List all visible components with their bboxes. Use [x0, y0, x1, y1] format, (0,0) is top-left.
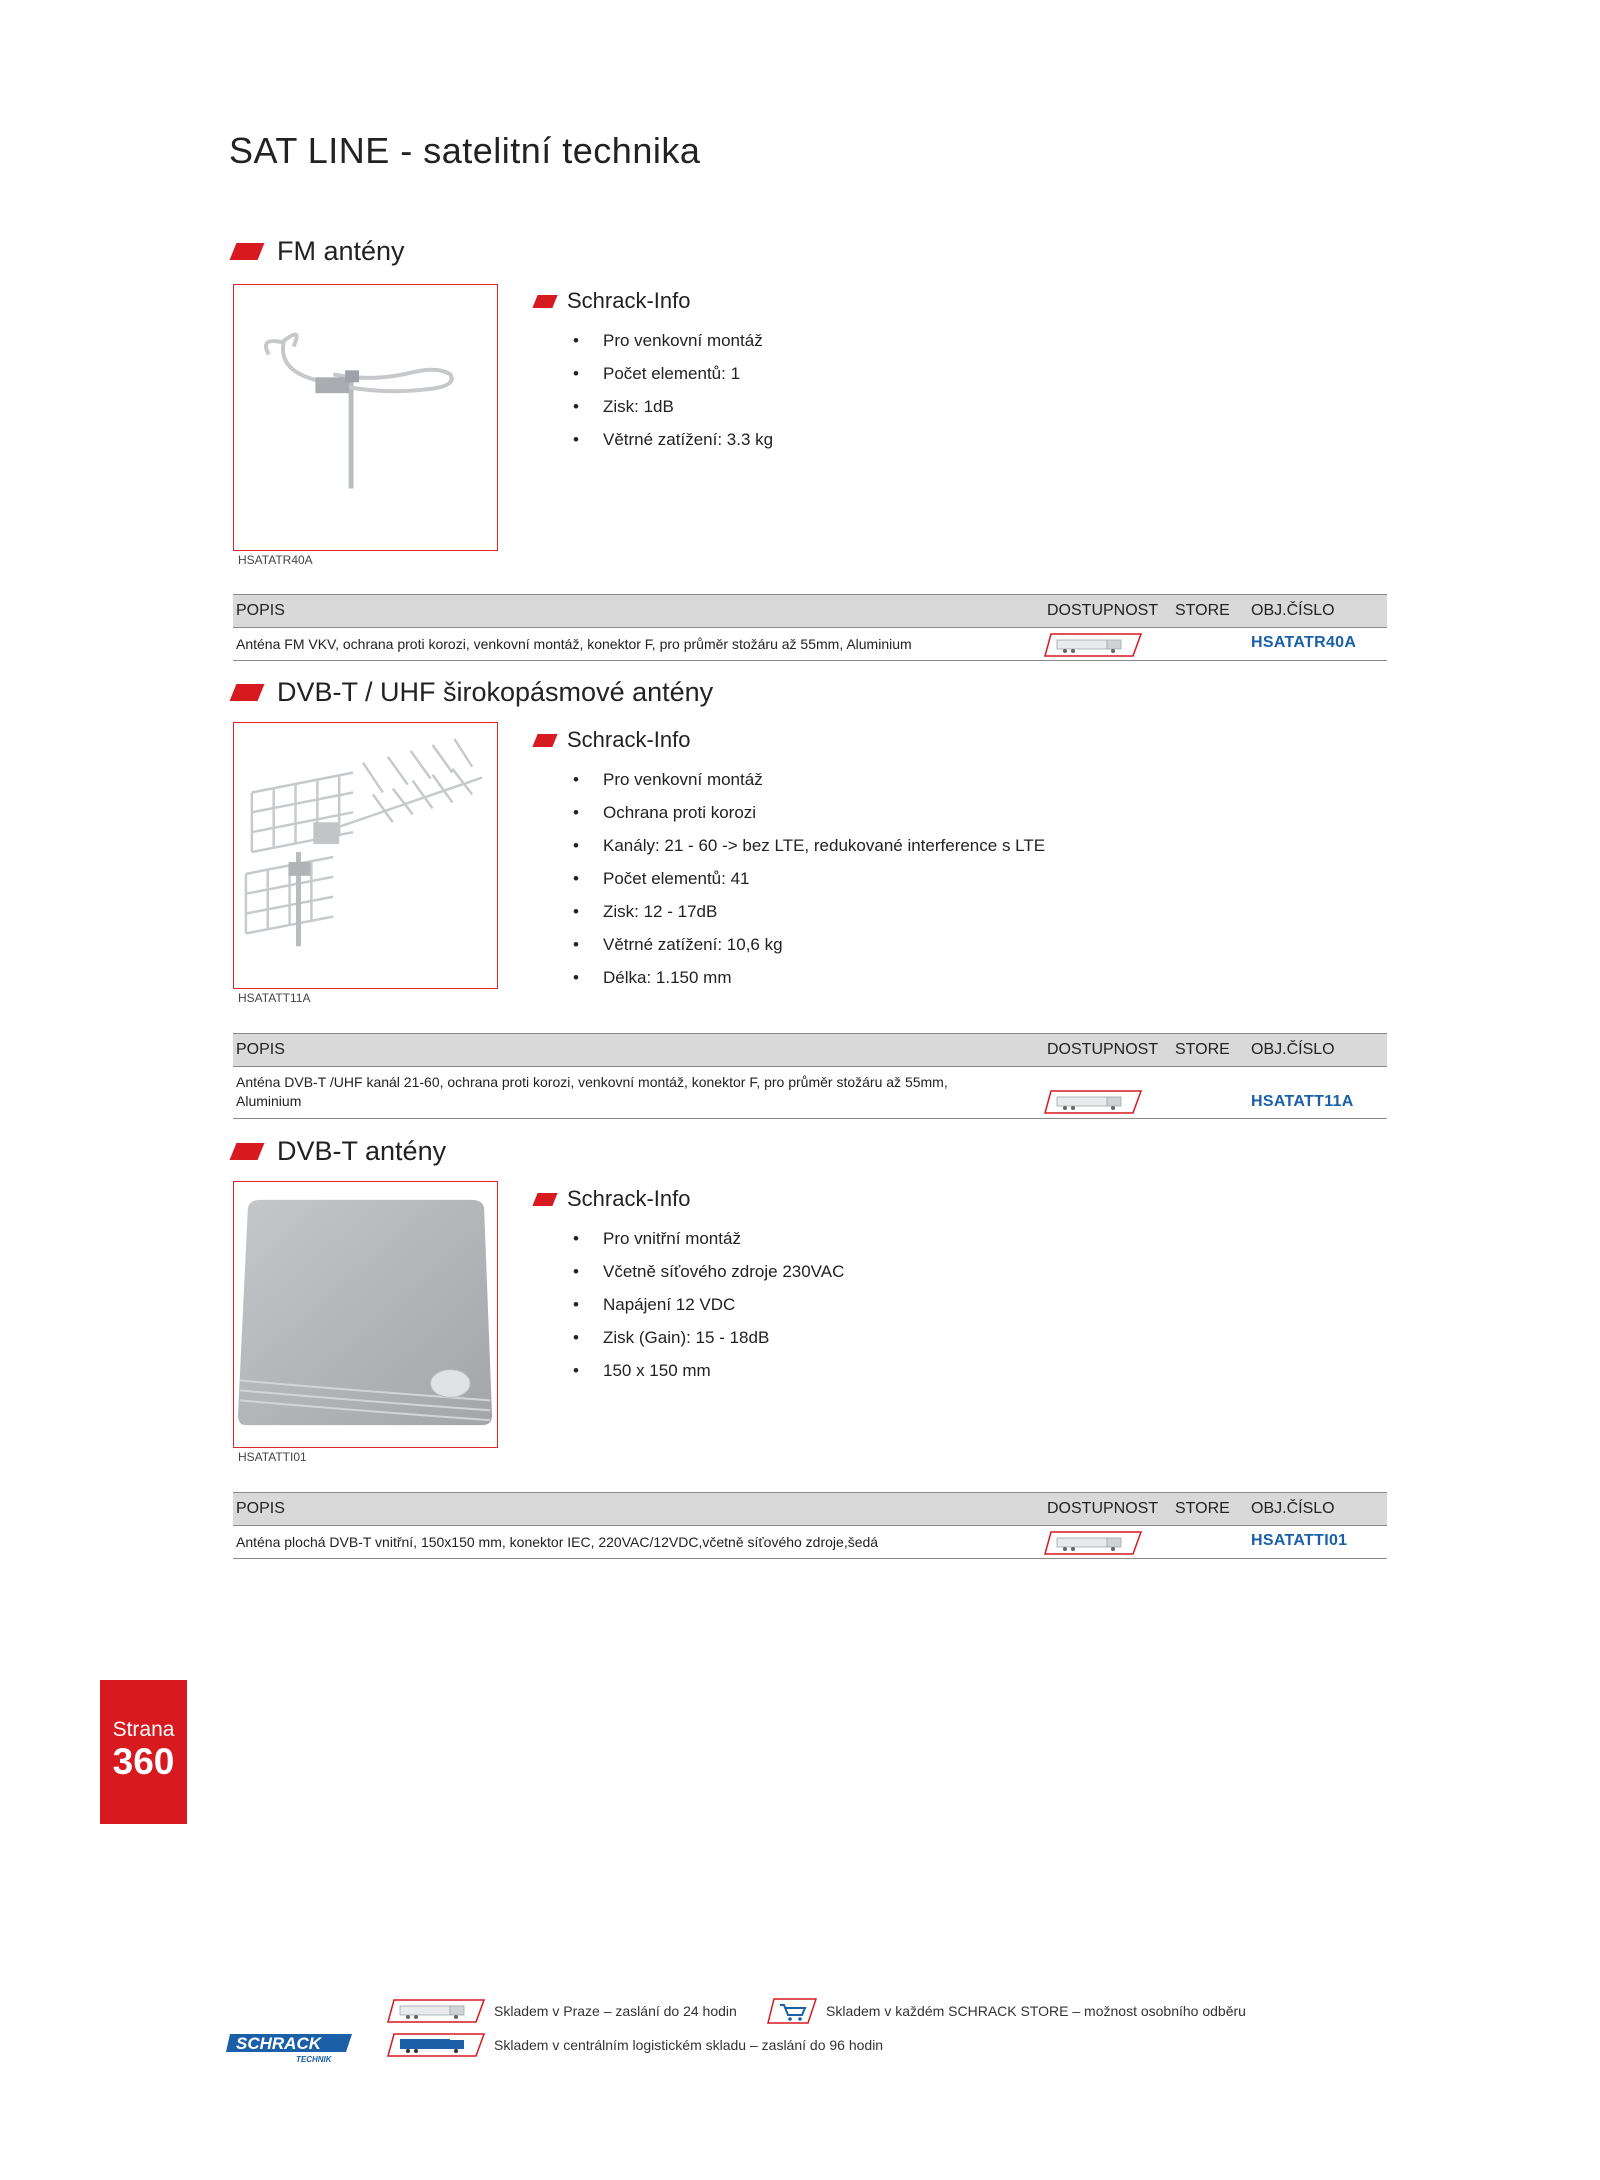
page-title: SAT LINE - satelitní technika [229, 130, 701, 171]
info-title-text: Schrack-Info [567, 1186, 691, 1211]
section-heading-dvbt [233, 1136, 446, 1167]
header-store: STORE [1175, 1500, 1230, 1517]
table-row [233, 1067, 1387, 1119]
header-popis: POPIS [236, 1500, 285, 1517]
info-title [535, 1186, 844, 1212]
row-description-line: Anténa DVB-T /UHF kanál 21-60, ochrana proti korozi, venkovní montáž, konektor F, pro průměr stožáru až 55mm, [236, 1074, 948, 1090]
row-description: Anténa FM VKV, ochrana proti korozi, venkovní montáž, konektor F, pro průměr stožáru až 55mm, Aluminium [236, 636, 912, 652]
info-bullets [573, 763, 1045, 994]
image-code: HSATATT11A [238, 991, 311, 1005]
bullet-item: • Zisk: 12 - 17dB [573, 895, 1045, 928]
header-dostupnost: DOSTUPNOST [1047, 602, 1159, 619]
header-store: STORE [1175, 602, 1230, 619]
table-header [233, 1492, 1387, 1526]
product-image-dvbt-uhf-antenna [233, 722, 498, 989]
bullet-item: • Zisk (Gain): 15 - 18dB [573, 1321, 844, 1354]
row-description: Anténa plochá DVB-T vnitřní, 150x150 mm, konektor IEC, 220VAC/12VDC,včetně síťového zdroje,šedá [236, 1534, 879, 1550]
red-flag-icon [532, 734, 557, 747]
product-image-dvbt-flat-antenna [233, 1181, 498, 1448]
page-label: Strana [112, 1718, 175, 1741]
red-flag-icon [230, 1143, 265, 1160]
image-code: HSATATR40A [238, 553, 313, 567]
legend-store: Skladem v každém SCHRACK STORE – možnost osobního odběru [826, 2003, 1246, 2019]
product-code-link[interactable]: HSATATR40A [1251, 634, 1357, 651]
bullet-item: • Kanály: 21 - 60 -> bez LTE, redukované interference s LTE [573, 829, 1045, 862]
bullet-item: • Počet elementů: 41 [573, 862, 1045, 895]
bullet-item: • Zisk: 1dB [573, 390, 773, 423]
schrack-info-dvbt-uhf [535, 727, 1045, 994]
red-flag-icon [532, 295, 557, 308]
info-title [535, 288, 773, 314]
shopping-cart-icon [766, 1997, 818, 2030]
schrack-logo [226, 2030, 354, 2069]
uhf-antenna-illustration [234, 723, 497, 988]
bullet-item: • Ochrana proti korozi [573, 796, 1045, 829]
truck-white-icon [386, 1998, 486, 2029]
header-store: STORE [1175, 1041, 1230, 1058]
bullet-item: • 150 x 150 mm [573, 1354, 844, 1387]
header-obj-cislo: OBJ.ČÍSLO [1251, 1041, 1335, 1058]
bullet-item: • Pro venkovní montáž [573, 324, 773, 357]
schrack-info-dvbt [535, 1186, 844, 1387]
red-flag-icon [230, 243, 265, 260]
truck-white-icon [1043, 632, 1143, 661]
header-popis: POPIS [236, 602, 285, 619]
bullet-item: • Větrné zatížení: 10,6 kg [573, 928, 1045, 961]
legend-central: Skladem v centrálním logistickém skladu – zaslání do 96 hodin [494, 2037, 884, 2053]
bullet-item: • Včetně síťového zdroje 230VAC [573, 1255, 844, 1288]
page-number: 360 [112, 1741, 175, 1782]
info-title-text: Schrack-Info [567, 288, 691, 313]
info-bullets [573, 1222, 844, 1387]
table-header [233, 594, 1387, 628]
product-table-dvbt-uhf [233, 1033, 1387, 1119]
bullet-item: • Pro venkovní montáž [573, 763, 1045, 796]
product-image-fm-antenna [233, 284, 498, 551]
bullet-item: • Počet elementů: 1 [573, 357, 773, 390]
truck-white-icon [1043, 1530, 1143, 1559]
logo-sub-text: TECHNIK [296, 2055, 332, 2064]
bullet-item: • Délka: 1.150 mm [573, 961, 1045, 994]
product-code-link[interactable]: HSATATTI01 [1251, 1532, 1348, 1549]
row-description-line: Aluminium [236, 1093, 302, 1109]
table-header [233, 1033, 1387, 1067]
schrack-logo-mark [226, 2030, 354, 2064]
table-row [233, 1526, 1387, 1559]
truck-blue-icon [386, 2032, 486, 2063]
fm-antenna-illustration [234, 285, 497, 550]
flat-antenna-illustration [234, 1182, 497, 1447]
info-bullets [573, 324, 773, 456]
header-dostupnost: DOSTUPNOST [1047, 1500, 1159, 1517]
table-row [233, 628, 1387, 661]
header-obj-cislo: OBJ.ČÍSLO [1251, 602, 1335, 619]
section-heading-dvbt-uhf [233, 677, 713, 708]
image-code: HSATATTI01 [238, 1450, 307, 1464]
info-title [535, 727, 1045, 753]
row-description [236, 1073, 1026, 1111]
schrack-info-fm [535, 288, 773, 456]
header-popis: POPIS [236, 1041, 285, 1058]
section-heading-fm [233, 236, 405, 267]
bullet-item: • Napájení 12 VDC [573, 1288, 844, 1321]
bullet-item: • Větrné zatížení: 3.3 kg [573, 423, 773, 456]
red-flag-icon [230, 684, 265, 701]
red-flag-icon [532, 1193, 557, 1206]
section-title: DVB-T antény [277, 1136, 447, 1166]
section-title: FM antény [277, 236, 405, 266]
page-number-badge [100, 1680, 187, 1824]
product-table-dvbt [233, 1492, 1387, 1559]
logo-text: SCHRACK [236, 2034, 321, 2053]
info-title-text: Schrack-Info [567, 727, 691, 752]
product-table-fm [233, 594, 1387, 661]
header-obj-cislo: OBJ.ČÍSLO [1251, 1500, 1335, 1517]
product-code-link[interactable]: HSATATT11A [1251, 1093, 1354, 1110]
section-title: DVB-T / UHF širokopásmové antény [277, 677, 714, 707]
truck-white-icon [1043, 1089, 1143, 1118]
legend-prague: Skladem v Praze – zaslání do 24 hodin [494, 2003, 737, 2019]
header-dostupnost: DOSTUPNOST [1047, 1041, 1159, 1058]
bullet-item: • Pro vnitřní montáž [573, 1222, 844, 1255]
